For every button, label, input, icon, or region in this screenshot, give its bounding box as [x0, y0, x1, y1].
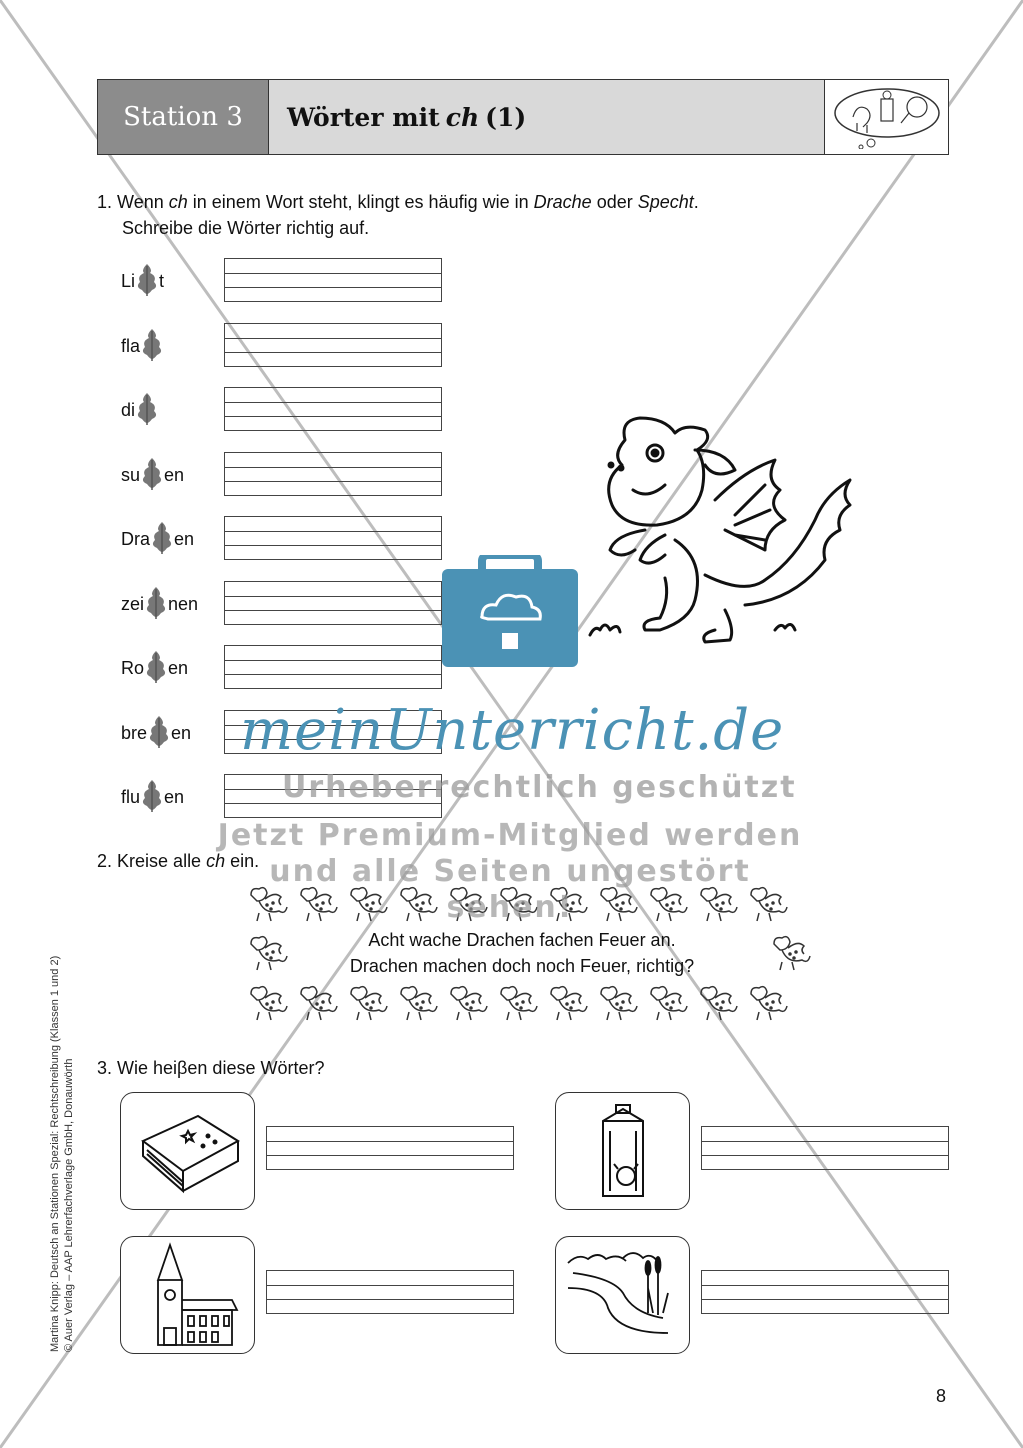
title-ch: ch — [445, 102, 480, 132]
word-end: en — [171, 722, 192, 743]
answer-line[interactable] — [224, 258, 442, 302]
task2-text-b: ein. — [230, 851, 260, 871]
word-end: en — [164, 787, 185, 807]
word-start: su — [121, 464, 141, 485]
word-item — [121, 391, 159, 430]
small-dragon-icon — [545, 982, 589, 1022]
task1-ch: ch — [168, 192, 188, 212]
small-dragon-icon — [445, 982, 489, 1022]
copyright-side-note — [48, 956, 76, 1352]
book-icon — [120, 1092, 255, 1210]
title-suffix: (1) — [485, 102, 527, 132]
leaf-placeholder-icon — [144, 649, 168, 688]
answer-line[interactable] — [224, 581, 442, 625]
word-start: zei — [121, 593, 145, 614]
small-dragon-icon — [245, 982, 289, 1022]
word-end: en — [164, 464, 185, 485]
word-item — [121, 649, 188, 688]
word-start: flu — [121, 787, 141, 807]
small-dragon-icon — [745, 982, 789, 1022]
task-3-instruction — [97, 1055, 324, 1081]
small-dragon-icon — [395, 982, 439, 1022]
word-start: Ro — [121, 658, 145, 678]
leaf-placeholder-icon — [144, 585, 168, 624]
leaf-placeholder-icon — [140, 327, 164, 366]
watermark-brand: meinUnterricht.de — [240, 698, 785, 763]
church-icon — [120, 1236, 255, 1354]
answer-line[interactable] — [224, 387, 442, 431]
word-start: Dra — [121, 529, 151, 549]
leaf-placeholder-icon — [140, 778, 164, 817]
small-dragon-icon — [695, 982, 739, 1022]
task2-ch: ch — [206, 851, 226, 871]
small-dragon-icon — [645, 982, 689, 1022]
sentence-2: Drachen machen doch noch Feuer, richtig? — [349, 956, 695, 976]
watermark-line-1: Urheberrechtlich geschützt — [282, 770, 797, 805]
watermark-line-3-text: und alle Seiten ungestört sehen! — [269, 854, 751, 925]
word-item — [121, 456, 184, 495]
leaf-placeholder-icon — [135, 391, 159, 430]
word-start: Li — [121, 271, 136, 291]
leaf-placeholder-icon — [147, 714, 171, 753]
task-1-line2: Schreibe die Wörter richtig auf. — [122, 218, 370, 238]
word-item — [121, 778, 184, 817]
task-1-instruction — [97, 189, 699, 241]
task1-text-a: Wenn — [117, 192, 164, 212]
watermark-line-2 — [200, 818, 820, 926]
task2-text-a: Kreise alle — [117, 851, 202, 871]
thought-bubble-icon — [825, 80, 948, 154]
leaf-placeholder-icon — [150, 520, 174, 559]
word-start: di — [121, 400, 136, 420]
watermark-line-2-text: Jetzt Premium-Mitglied werden — [217, 818, 803, 853]
page-number: 8 — [936, 1386, 947, 1406]
answer-line-book[interactable] — [266, 1126, 514, 1170]
leaf-placeholder-icon — [140, 456, 164, 495]
side-note-line-1: Martina Knipp: Deutsch an Stationen Spezial: Rechtschreibung (Klassen 1 und 2) — [49, 955, 61, 1352]
task1-text-b: in einem Wort steht, klingt es häufig wie in — [192, 192, 529, 212]
task1-text-c: oder — [596, 192, 633, 212]
word-end: nen — [168, 593, 199, 614]
answer-line[interactable] — [224, 645, 442, 689]
small-dragon-icon — [595, 982, 639, 1022]
answer-line[interactable] — [224, 323, 442, 367]
word-item — [121, 714, 191, 753]
word-item — [121, 585, 198, 624]
station-title — [269, 80, 825, 154]
word-end: t — [159, 271, 165, 291]
task3-text: Wie heiβen diese Wörter? — [117, 1058, 325, 1078]
task1-specht: Specht — [637, 192, 694, 212]
word-end: en — [168, 658, 189, 678]
side-note-line-2: © Auer Verlag – AAP Lehrerfachverlage GmbH, Donauwörth — [63, 1058, 75, 1352]
small-dragon-icon — [345, 982, 389, 1022]
word-end: en — [174, 529, 195, 549]
milk-carton-icon — [555, 1092, 690, 1210]
answer-line-church[interactable] — [266, 1270, 514, 1314]
task-1-number: 1. — [97, 192, 113, 212]
word-item — [121, 327, 164, 366]
word-item — [121, 520, 194, 559]
answer-line[interactable] — [224, 516, 442, 560]
small-dragon-icon — [295, 982, 339, 1022]
task-3-number: 3. — [97, 1058, 113, 1078]
dragon-border-bottom — [245, 982, 789, 1022]
task1-drache: Drache — [533, 192, 592, 212]
watermark-bag-icon — [442, 555, 578, 672]
leaf-placeholder-icon — [135, 262, 159, 301]
answer-line[interactable] — [224, 452, 442, 496]
dragon-illustration-icon — [585, 405, 865, 665]
task1-dot: . — [693, 192, 699, 212]
word-start: fla — [121, 335, 141, 356]
station-header — [97, 79, 949, 155]
task-2-number: 2. — [97, 851, 113, 871]
sentence-1: Acht wache Drachen fachen Feuer an. — [368, 930, 676, 950]
small-dragon-icon — [495, 982, 539, 1022]
brook-icon — [555, 1236, 690, 1354]
station-label: Station 3 — [98, 80, 269, 154]
answer-line-brook[interactable] — [701, 1270, 949, 1314]
word-start: bre — [121, 722, 148, 743]
word-item — [121, 262, 164, 301]
answer-line-milk[interactable] — [701, 1126, 949, 1170]
title-prefix: Wörter mit — [287, 102, 440, 132]
